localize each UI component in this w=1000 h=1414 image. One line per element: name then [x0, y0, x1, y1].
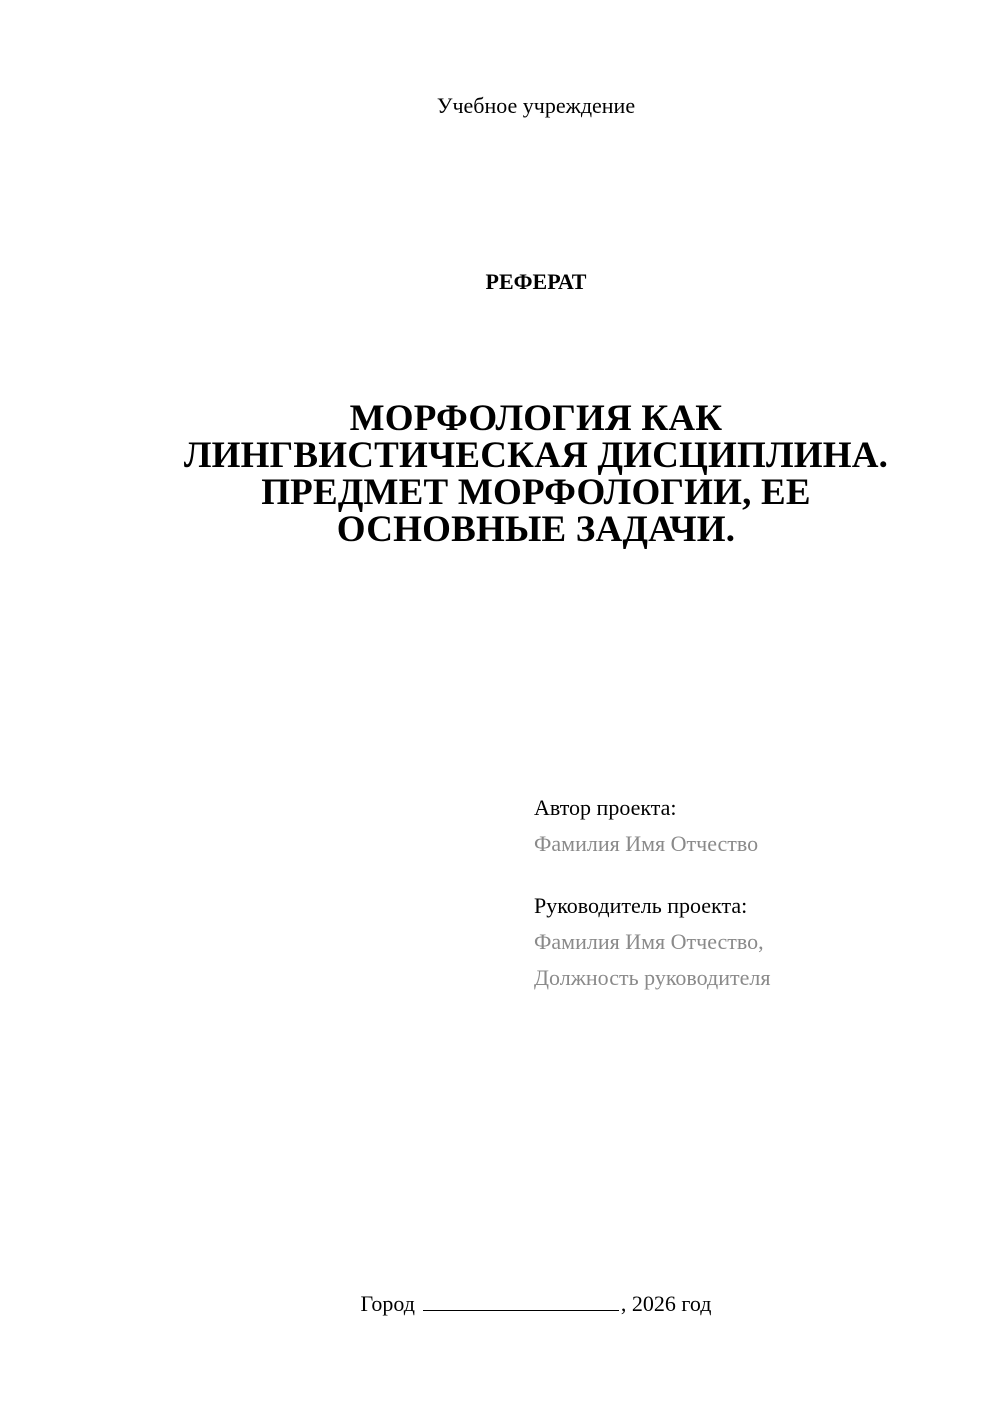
title-line: МОРФОЛОГИЯ КАК: [349, 398, 723, 439]
document-type: РЕФЕРАТ: [485, 269, 587, 294]
supervisor-position: Должность руководителя: [534, 965, 771, 990]
city-year-line: [0, 1290, 1000, 1318]
supervisor-group: [534, 888, 974, 996]
supervisor-label: Руководитель проекта:: [534, 893, 748, 918]
supervisor-name: Фамилия Имя Отчество,: [534, 929, 764, 954]
title-line: ПРЕДМЕТ МОРФОЛОГИИ, ЕЕ: [261, 472, 811, 513]
document-title: [100, 400, 972, 548]
city-blank-line: [423, 1290, 619, 1311]
author-group: [534, 790, 974, 862]
title-line: ЛИНГВИСТИЧЕСКАЯ ДИСЦИПЛИНА.: [183, 435, 889, 476]
project-info: [534, 790, 974, 996]
title-line: ОСНОВНЫЕ ЗАДАЧИ.: [336, 509, 736, 550]
author-name: Фамилия Имя Отчество: [534, 831, 759, 856]
institution-name: Учебное учреждение: [436, 93, 636, 118]
year-text: , 2026 год: [620, 1291, 712, 1316]
author-label: Автор проекта:: [534, 795, 677, 820]
city-label: Город: [360, 1291, 415, 1316]
